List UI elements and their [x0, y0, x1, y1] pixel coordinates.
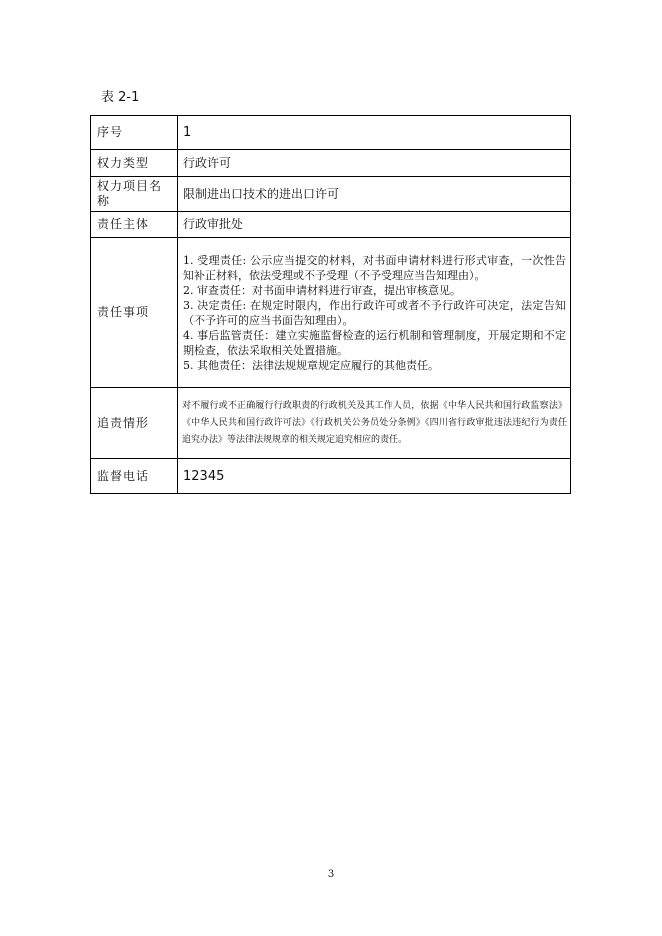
accountability-value: 对不履行或不正确履行行政职责的行政机关及其工作人员，依据《中华人民共和国行政监察法》《中华人民共和国行政许可法》《行政机关公务员处分条例》《四川省行政审批违法违纪行为责任追究办法》等法律法规规章的相关规定追究相应的责任。	[178, 388, 571, 459]
serial-value: 1	[178, 116, 571, 150]
matters-item-4: 4. 事后监管责任：建立实施监督检查的运行机制和管理制度，开展定期和不定期检查，依法采取相关处置措施。	[183, 328, 566, 357]
matters-item-3: 3. 决定责任: 在规定时限内，作出行政许可或者不予行政许可决定，法定告知（不予许可的应当书面告知理由）。	[183, 298, 566, 327]
matters-item-2: 2. 审查责任：对书面申请材料进行审查，提出审核意见。	[183, 283, 461, 297]
phone-label: 监督电话	[91, 459, 178, 494]
phone-value: 12345	[178, 459, 571, 494]
power-type-value: 行政许可	[178, 150, 571, 177]
table-row-item-name	[91, 177, 571, 212]
serial-label: 序号	[91, 116, 178, 150]
table-row-power-type	[91, 150, 571, 177]
item-name-value: 限制进出口技术的进出口许可	[178, 177, 571, 212]
table-row-accountability	[91, 388, 571, 459]
table-row-matters	[91, 238, 571, 388]
power-list-table	[90, 115, 571, 494]
page-number: 3	[327, 869, 335, 880]
matters-value	[178, 238, 571, 388]
subject-label: 责任主体	[91, 212, 178, 238]
table-row-serial	[91, 116, 571, 150]
subject-value: 行政审批处	[178, 212, 571, 238]
table-row-phone	[91, 459, 571, 494]
power-type-label: 权力类型	[91, 150, 178, 177]
table-row-subject	[91, 212, 571, 238]
accountability-label: 追责情形	[91, 388, 178, 459]
table-caption: 表 2-1	[101, 90, 140, 105]
matters-item-1: 1. 受理责任: 公示应当提交的材料，对书面申请材料进行形式审查，一次性告知补正材料，依法受理或不予受理（不予受理应当告知理由）。	[183, 253, 566, 282]
item-name-label: 权力项目名称	[91, 177, 178, 212]
matters-label: 责任事项	[91, 238, 178, 388]
matters-item-5: 5. 其他责任：法律法规规章规定应履行的其他责任。	[183, 358, 439, 372]
